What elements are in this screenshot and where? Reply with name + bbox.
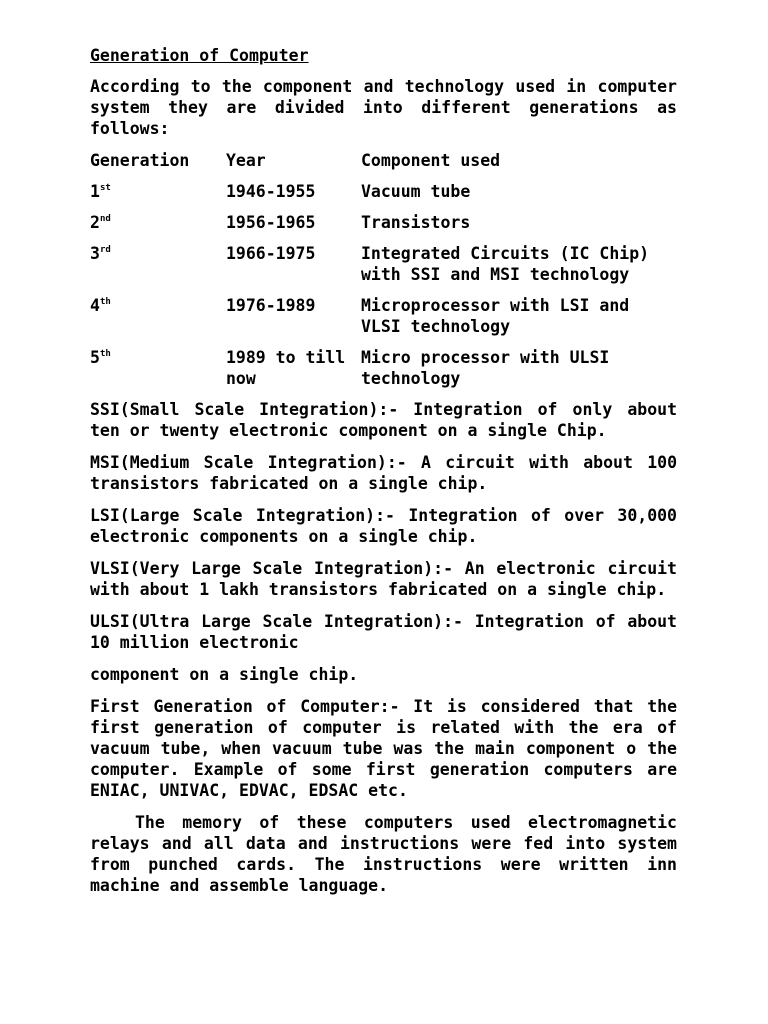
memory-paragraph: The memory of these computers used electromagnetic relays and all data and instructions were fed into system from punched cards. The instructions were written inn machine and assemble language. xyxy=(90,813,677,895)
component-cell: Micro processor with ULSI technology xyxy=(361,348,610,388)
msi-definition: MSI(Medium Scale Integration):- A circuit with about 100 transistors fabricated on a single chip. xyxy=(90,453,677,493)
header-generation: Generation xyxy=(90,151,190,170)
generation-cell: 2nd xyxy=(90,213,111,232)
year-cell: 1989 to till now xyxy=(226,348,346,388)
document-body xyxy=(90,45,677,907)
generation-cell: 4th xyxy=(90,296,111,315)
generation-cell: 1st xyxy=(90,182,111,201)
ulsi-definition-continued: component on a single chip. xyxy=(90,665,359,684)
intro-paragraph: According to the component and technology used in computer system they are divided into different generations as follows: xyxy=(90,77,677,138)
vlsi-definition: VLSI(Very Large Scale Integration):- An electronic circuit with about 1 lakh transistors fabricated on a single chip. xyxy=(90,559,677,599)
component-cell: Transistors xyxy=(361,213,471,232)
component-cell: Vacuum tube xyxy=(361,182,471,201)
table-row xyxy=(90,181,677,202)
table-header-row xyxy=(90,150,677,171)
table-row xyxy=(90,347,677,389)
year-cell: 1976-1989 xyxy=(226,296,316,315)
ssi-definition: SSI(Small Scale Integration):- Integration of only about ten or twenty electronic component on a single Chip. xyxy=(90,400,677,440)
generation-cell: 5th xyxy=(90,348,111,367)
table-row xyxy=(90,295,677,337)
component-cell: Integrated Circuits (IC Chip) with SSI and MSI technology xyxy=(361,244,650,284)
year-cell: 1956-1965 xyxy=(226,213,316,232)
page-title: Generation of Computer xyxy=(90,46,309,65)
table-row xyxy=(90,212,677,233)
first-generation-paragraph: First Generation of Computer:- It is considered that the first generation of computer is related with the era of vacuum tube, when vacuum tube was the main component o the computer. Example of some first generation computers are ENIAC, UNIVAC, EDVAC, EDSAC etc. xyxy=(90,697,677,800)
component-cell: Microprocessor with LSI and VLSI technology xyxy=(361,296,630,336)
table-row xyxy=(90,243,677,285)
header-component: Component used xyxy=(361,151,501,170)
lsi-definition: LSI(Large Scale Integration):- Integration of over 30,000 electronic components on a single chip. xyxy=(90,506,677,546)
year-cell: 1966-1975 xyxy=(226,244,316,263)
generation-cell: 3rd xyxy=(90,244,111,263)
header-year: Year xyxy=(226,151,266,170)
year-cell: 1946-1955 xyxy=(226,182,316,201)
generation-table xyxy=(90,150,677,389)
ulsi-definition: ULSI(Ultra Large Scale Integration):- Integration of about 10 million electronic xyxy=(90,612,677,652)
